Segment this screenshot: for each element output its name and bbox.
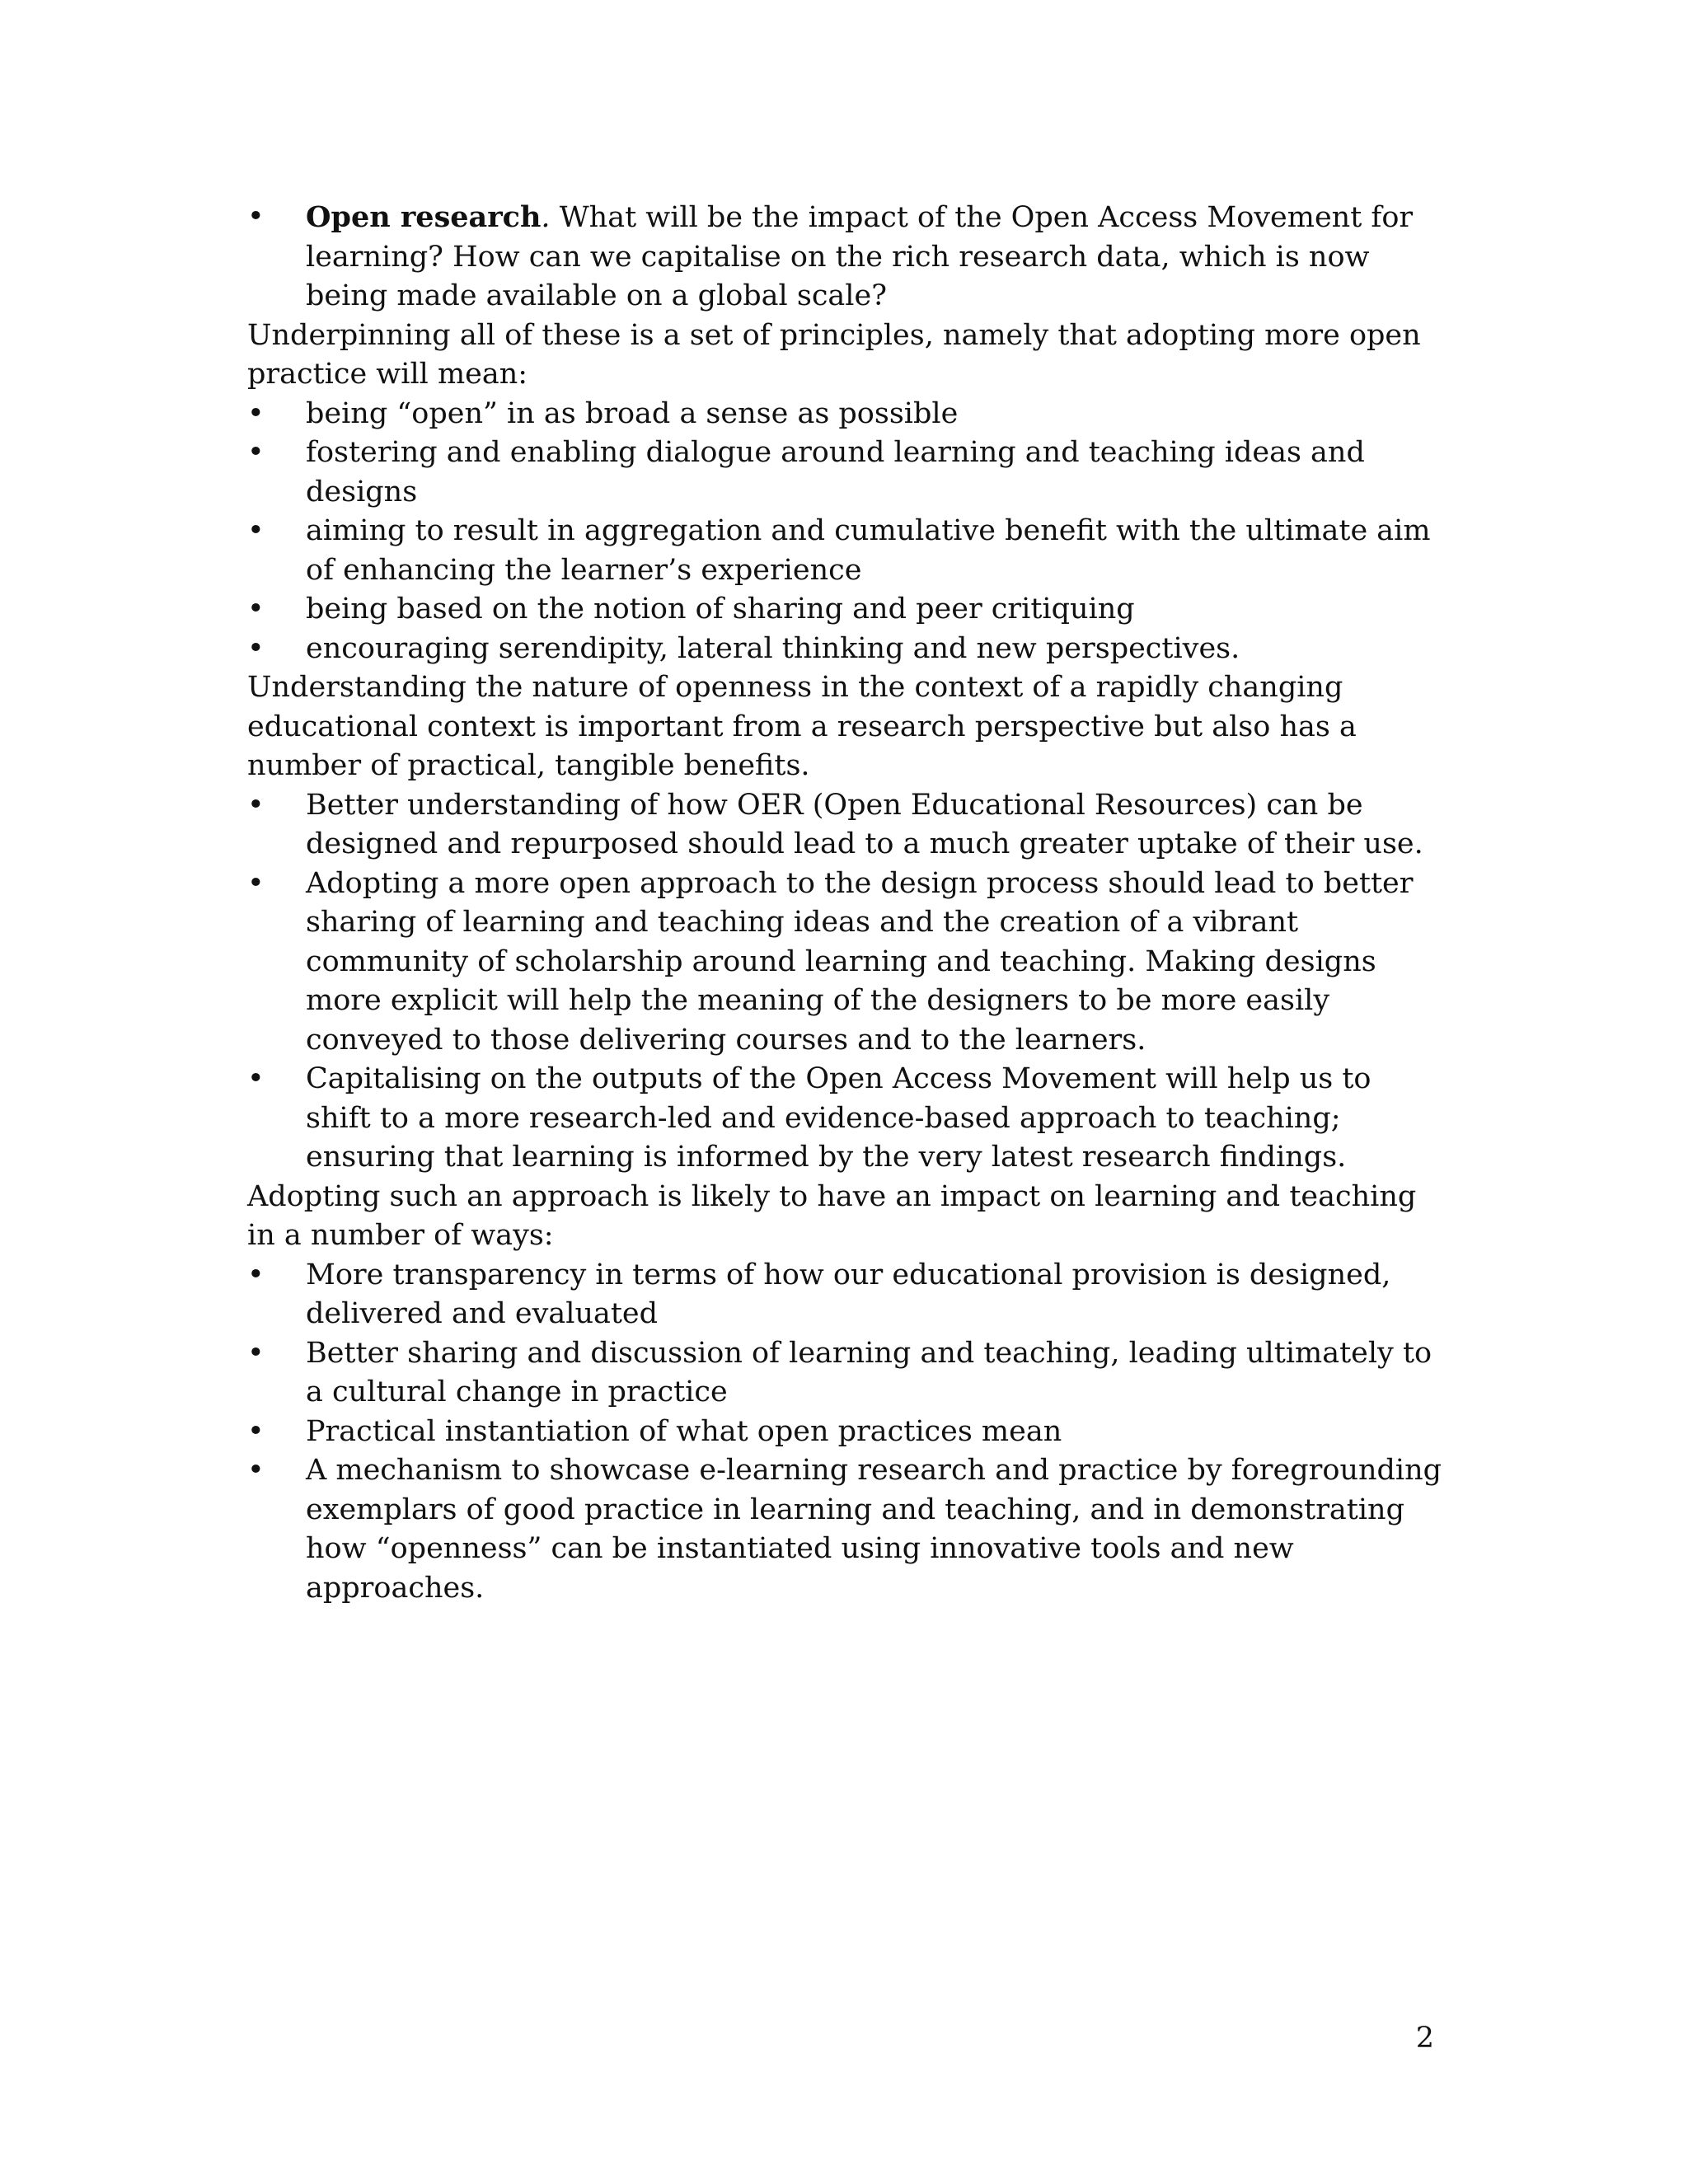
list-item-text: Capitalising on the outputs of the Open Access Movement will help us to shift to a more research-led and evidence-based approach to teaching; ensuring that learning is informed by the very latest research findings. (306, 1062, 1372, 1174)
bullet-icon: • (247, 436, 265, 469)
list-item (247, 1060, 1442, 1178)
bullet-icon: • (247, 1258, 265, 1291)
bullet-icon: • (247, 200, 265, 233)
list-item (247, 395, 1442, 434)
list-item-text: being based on the notion of sharing and peer critiquing (306, 593, 1135, 626)
bullet-icon: • (247, 514, 265, 547)
list-item (247, 865, 1442, 1061)
bullet-icon: • (247, 866, 265, 900)
list-item (247, 434, 1442, 512)
page-content (247, 198, 1442, 1608)
list-item-text: Adopting a more open approach to the design process should lead to better sharing of learning and teaching ideas and the creation of a vibrant community of scholarship around learning and teaching. Making designs more explicit will help the meaning of the designers to be more easily conveyed to those delivering courses and to the learners. (306, 866, 1414, 1057)
benefits-list (247, 786, 1442, 1178)
bullet-icon: • (247, 396, 265, 430)
list-item (247, 1256, 1442, 1334)
bullet-icon: • (247, 1336, 265, 1370)
principles-list (247, 395, 1442, 669)
bullet-icon: • (247, 631, 265, 665)
list-item-text: Practical instantiation of what open practices mean (306, 1414, 1062, 1448)
list-item (247, 590, 1442, 630)
list-item (247, 198, 1442, 316)
bullet-icon: • (247, 788, 265, 822)
open-research-list (247, 198, 1442, 316)
bullet-icon: • (247, 1062, 265, 1095)
benefits-intro: Understanding the nature of openness in the context of a rapidly changing educational context is important from a research perspective but also has a number of practical, tangible benefits. (247, 671, 1357, 782)
list-item (247, 1451, 1442, 1608)
principles-intro: Underpinning all of these is a set of principles, namely that adopting more open practice will mean: (247, 318, 1421, 391)
list-item (247, 630, 1442, 669)
open-research-heading: Open research (306, 200, 542, 234)
list-item-text: Better sharing and discussion of learning and teaching, leading ultimately to a cultural change in practice (306, 1336, 1432, 1408)
impacts-intro: Adopting such an approach is likely to have an impact on learning and teaching in a number of ways: (247, 1179, 1417, 1252)
list-item-text: being “open” in as broad a sense as possible (306, 396, 959, 430)
list-item-text: Better understanding of how OER (Open Educational Resources) can be designed and repurposed should lead to a much greater uptake of their use. (306, 788, 1423, 860)
open-research-text: What will be the impact of the Open Access Movement for learning? How can we capitalise on the rich research data, which is now being made available on a global scale? (306, 201, 1414, 312)
list-item-text: fostering and enabling dialogue around learning and teaching ideas and designs (306, 436, 1365, 509)
list-item-text: encouraging serendipity, lateral thinking and new perspectives. (306, 631, 1240, 665)
page-number: 2 (1415, 2022, 1434, 2055)
list-item-text: More transparency in terms of how our educational provision is designed, delivered and evaluated (306, 1258, 1391, 1330)
open-research-punct: . (541, 201, 551, 234)
list-item-text: aiming to result in aggregation and cumulative benefit with the ultimate aim of enhancing the learner’s experience (306, 514, 1431, 587)
list-item (247, 1334, 1442, 1413)
bullet-icon: • (247, 593, 265, 626)
bullet-icon: • (247, 1414, 265, 1448)
list-item (247, 1413, 1442, 1452)
list-item-text: A mechanism to showcase e-learning research and practice by foregrounding exemplars of good practice in learning and teaching, and in demonstrating how “openness” can be instantiated using innovative tools and new approaches. (306, 1454, 1442, 1605)
list-item (247, 512, 1442, 590)
list-item (247, 786, 1442, 865)
bullet-icon: • (247, 1454, 265, 1487)
impacts-list (247, 1256, 1442, 1609)
